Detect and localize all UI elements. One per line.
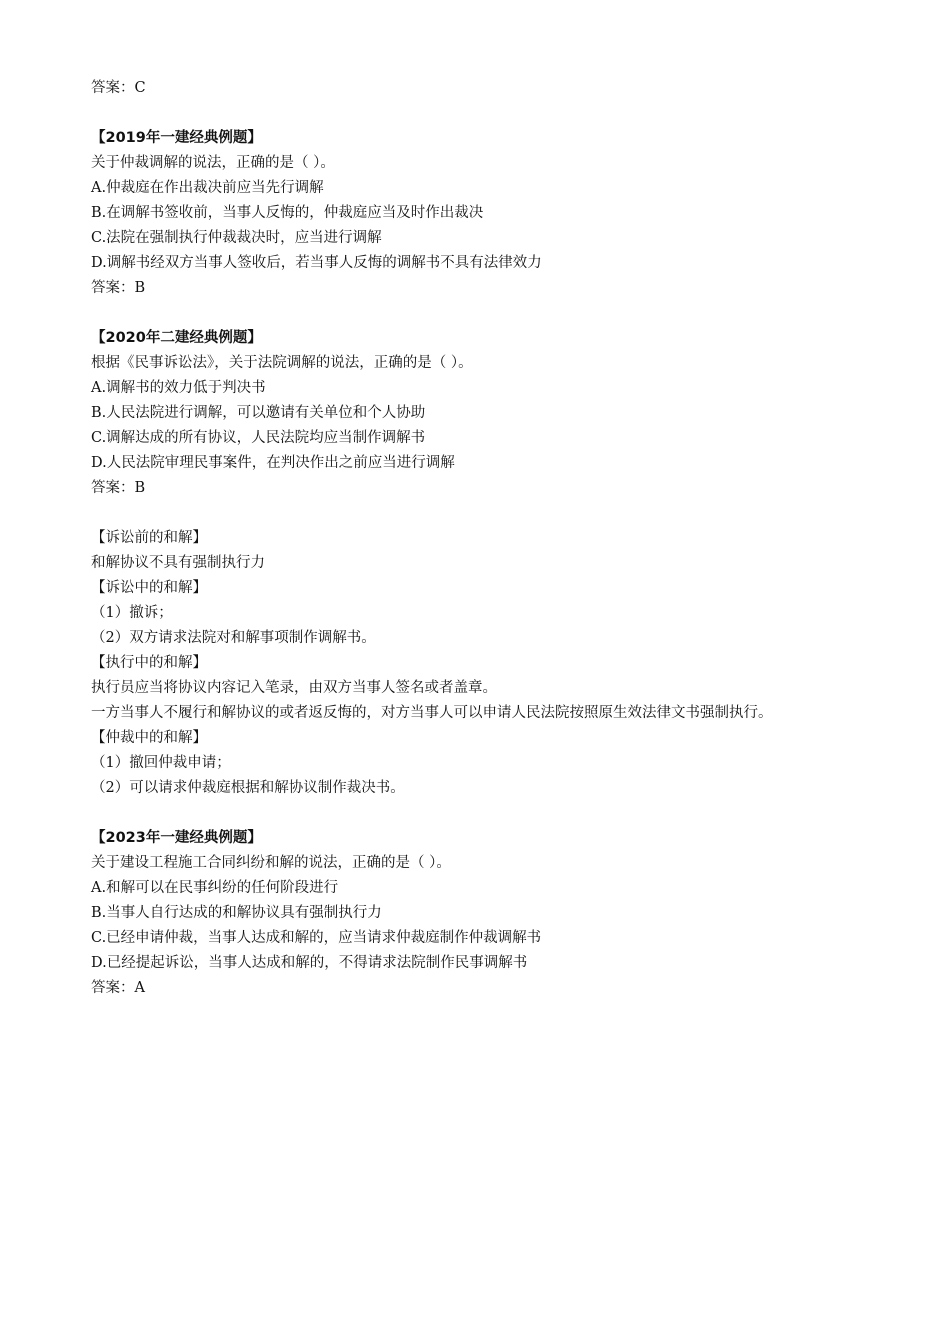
option-d: D.已经提起诉讼，当事人达成和解的，不得请求法院制作民事调解书 bbox=[91, 955, 528, 971]
spacer bbox=[91, 301, 911, 326]
answer-line: 答案：B bbox=[91, 480, 146, 496]
example-question-2023 bbox=[91, 826, 911, 1001]
answer-line: 答案：B bbox=[91, 280, 146, 296]
answer-line: 答案：C bbox=[91, 80, 146, 96]
spacer bbox=[91, 101, 911, 126]
option-b: B.在调解书签收前，当事人反悔的，仲裁庭应当及时作出裁决 bbox=[91, 205, 484, 221]
note-line: 一方当事人不履行和解协议的或者返反悔的，对方当事人可以申请人民法院按照原生效法律文书强制执行。 bbox=[91, 705, 773, 721]
option-b: B.人民法院进行调解，可以邀请有关单位和个人协助 bbox=[91, 405, 426, 421]
option-b: B.当事人自行达成的和解协议具有强制执行力 bbox=[91, 905, 382, 921]
document-page bbox=[91, 76, 911, 1001]
note-line: 执行员应当将协议内容记入笔录，由双方当事人签名或者盖章。 bbox=[91, 680, 497, 696]
question-stem: 关于建设工程施工合同纠纷和解的说法，正确的是（ ）。 bbox=[91, 855, 451, 871]
question-heading: 【2023年一建经典例题】 bbox=[91, 830, 262, 846]
settlement-notes bbox=[91, 526, 911, 801]
note-line: （2）双方请求法院对和解事项制作调解书。 bbox=[91, 630, 376, 646]
note-line: （1）撤回仲裁申请； bbox=[91, 755, 231, 771]
example-question-2020 bbox=[91, 326, 911, 501]
question-stem: 关于仲裁调解的说法，正确的是（ ）。 bbox=[91, 155, 335, 171]
section-title-during-execution: 【执行中的和解】 bbox=[91, 655, 207, 671]
answer-line: 答案：A bbox=[91, 980, 145, 996]
option-c: C.法院在强制执行仲裁裁决时，应当进行调解 bbox=[91, 230, 382, 246]
note-line: （2）可以请求仲裁庭根据和解协议制作裁决书。 bbox=[91, 780, 405, 796]
section-title-during-arbitration: 【仲裁中的和解】 bbox=[91, 730, 207, 746]
option-a: A.和解可以在民事纠纷的任何阶段进行 bbox=[91, 880, 339, 896]
spacer bbox=[91, 801, 911, 826]
option-c: C.调解达成的所有协议，人民法院均应当制作调解书 bbox=[91, 430, 426, 446]
spacer bbox=[91, 501, 911, 526]
option-d: D.调解书经双方当事人签收后，若当事人反悔的调解书不具有法律效力 bbox=[91, 255, 542, 271]
option-d: D.人民法院审理民事案件，在判决作出之前应当进行调解 bbox=[91, 455, 455, 471]
section-title-pre-litigation: 【诉讼前的和解】 bbox=[91, 530, 207, 546]
option-a: A.调解书的效力低于判决书 bbox=[91, 380, 266, 396]
option-a: A.仲裁庭在作出裁决前应当先行调解 bbox=[91, 180, 324, 196]
note-line: （1）撤诉； bbox=[91, 605, 173, 621]
question-heading: 【2019年一建经典例题】 bbox=[91, 130, 262, 146]
note-line: 和解协议不具有强制执行力 bbox=[91, 555, 265, 571]
section-title-during-litigation: 【诉讼中的和解】 bbox=[91, 580, 207, 596]
option-c: C.已经申请仲裁，当事人达成和解的，应当请求仲裁庭制作仲裁调解书 bbox=[91, 930, 542, 946]
question-stem: 根据《民事诉讼法》，关于法院调解的说法，正确的是（ ）。 bbox=[91, 355, 473, 371]
example-question-2019 bbox=[91, 126, 911, 301]
question-heading: 【2020年二建经典例题】 bbox=[91, 330, 262, 346]
